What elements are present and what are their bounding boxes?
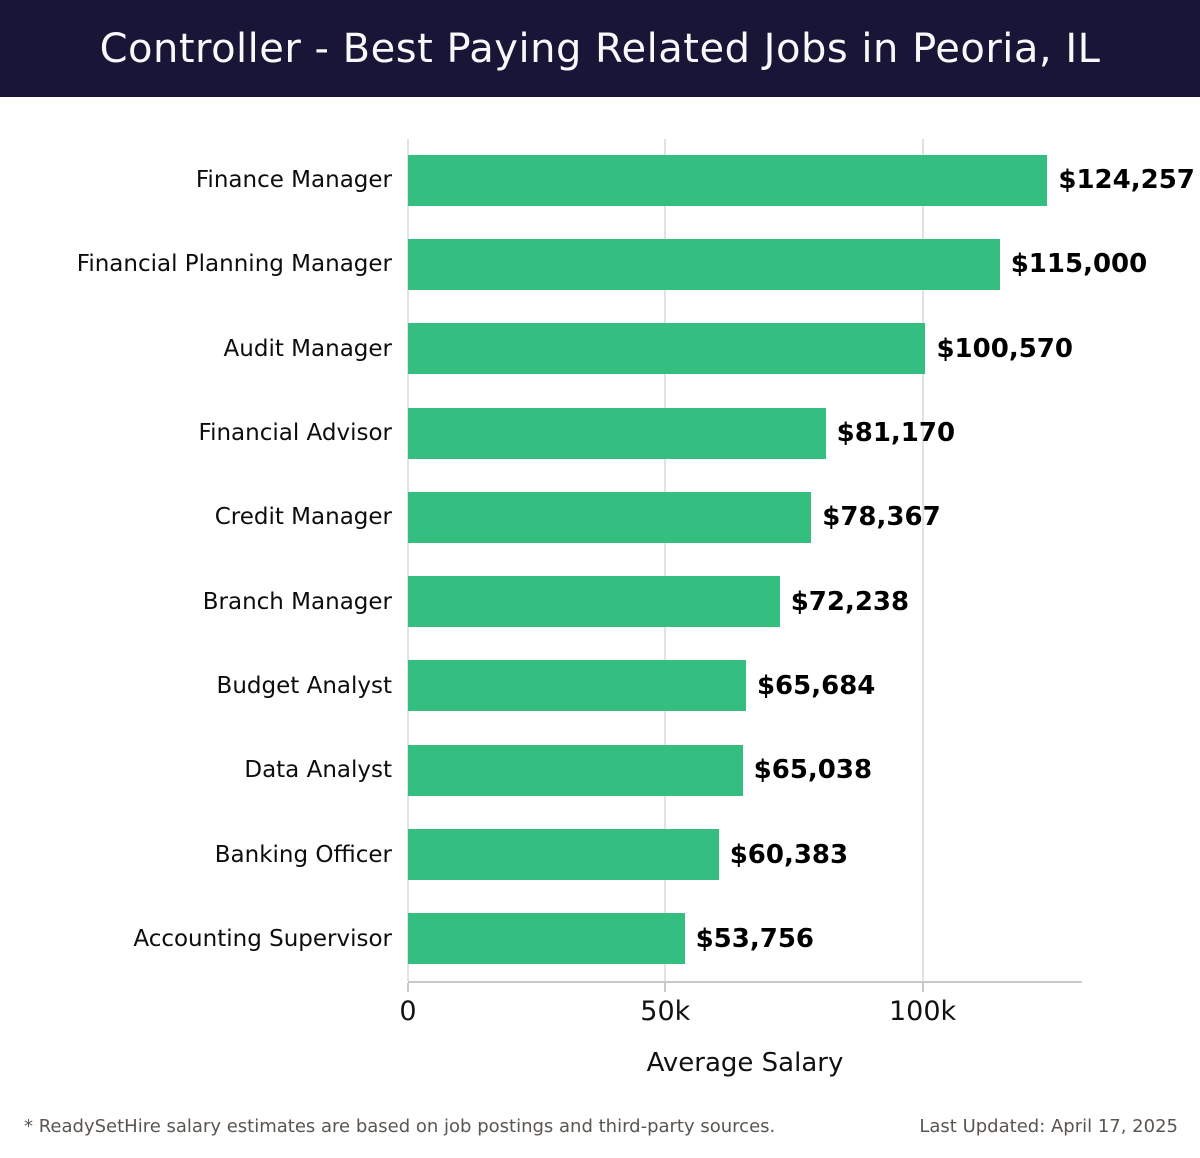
category-label: Audit Manager	[223, 335, 392, 362]
bar-row	[0, 728, 1200, 812]
salary-bar	[408, 829, 719, 880]
page-title: Controller - Best Paying Related Jobs in Peoria, IL	[99, 25, 1101, 72]
category-label: Budget Analyst	[216, 672, 392, 699]
value-label: $100,570	[936, 333, 1073, 364]
bar-row	[0, 391, 1200, 475]
x-tick-label: 100k	[888, 996, 957, 1027]
bar-row	[0, 138, 1200, 222]
value-label: $60,383	[729, 839, 849, 870]
footnote: * ReadySetHire salary estimates are based on job postings and third-party sources.	[24, 1116, 776, 1137]
axis-tick-mark	[407, 983, 409, 992]
value-label: $81,170	[836, 418, 956, 449]
category-label: Banking Officer	[214, 841, 392, 868]
value-label: $72,238	[790, 586, 910, 617]
x-axis-line	[408, 981, 1082, 983]
last-updated: Last Updated: April 17, 2025	[919, 1116, 1178, 1137]
category-label: Financial Planning Manager	[76, 251, 392, 278]
category-label: Data Analyst	[244, 757, 392, 784]
category-label: Branch Manager	[202, 588, 392, 615]
value-label: $65,038	[753, 755, 873, 786]
footer	[24, 1116, 1178, 1137]
value-label: $124,257	[1058, 165, 1195, 196]
salary-bar	[408, 155, 1047, 206]
salary-bar	[408, 239, 1000, 290]
category-label: Credit Manager	[214, 504, 392, 531]
axis-tick-mark	[664, 983, 666, 992]
salary-bar	[408, 576, 780, 627]
salary-bar	[408, 408, 826, 459]
category-label: Finance Manager	[195, 167, 392, 194]
x-tick-label: 50k	[640, 996, 691, 1027]
value-label: $53,756	[695, 923, 815, 954]
salary-bar	[408, 492, 811, 543]
bar-row	[0, 812, 1200, 896]
bar-row	[0, 897, 1200, 981]
bar-row	[0, 475, 1200, 559]
bar-row	[0, 560, 1200, 644]
bar-row	[0, 307, 1200, 391]
bar-row	[0, 222, 1200, 306]
salary-bar	[408, 745, 743, 796]
salary-bar	[408, 660, 746, 711]
axis-tick-mark	[922, 983, 924, 992]
value-label: $65,684	[756, 670, 876, 701]
value-label: $115,000	[1010, 249, 1148, 280]
x-axis-title: Average Salary	[646, 1048, 844, 1078]
category-label: Accounting Supervisor	[133, 925, 392, 952]
salary-bar	[408, 913, 685, 964]
category-label: Financial Advisor	[198, 420, 392, 447]
bar-row	[0, 644, 1200, 728]
value-label: $78,367	[822, 502, 941, 533]
x-tick-label: 0	[399, 996, 417, 1027]
salary-bar	[408, 323, 925, 374]
